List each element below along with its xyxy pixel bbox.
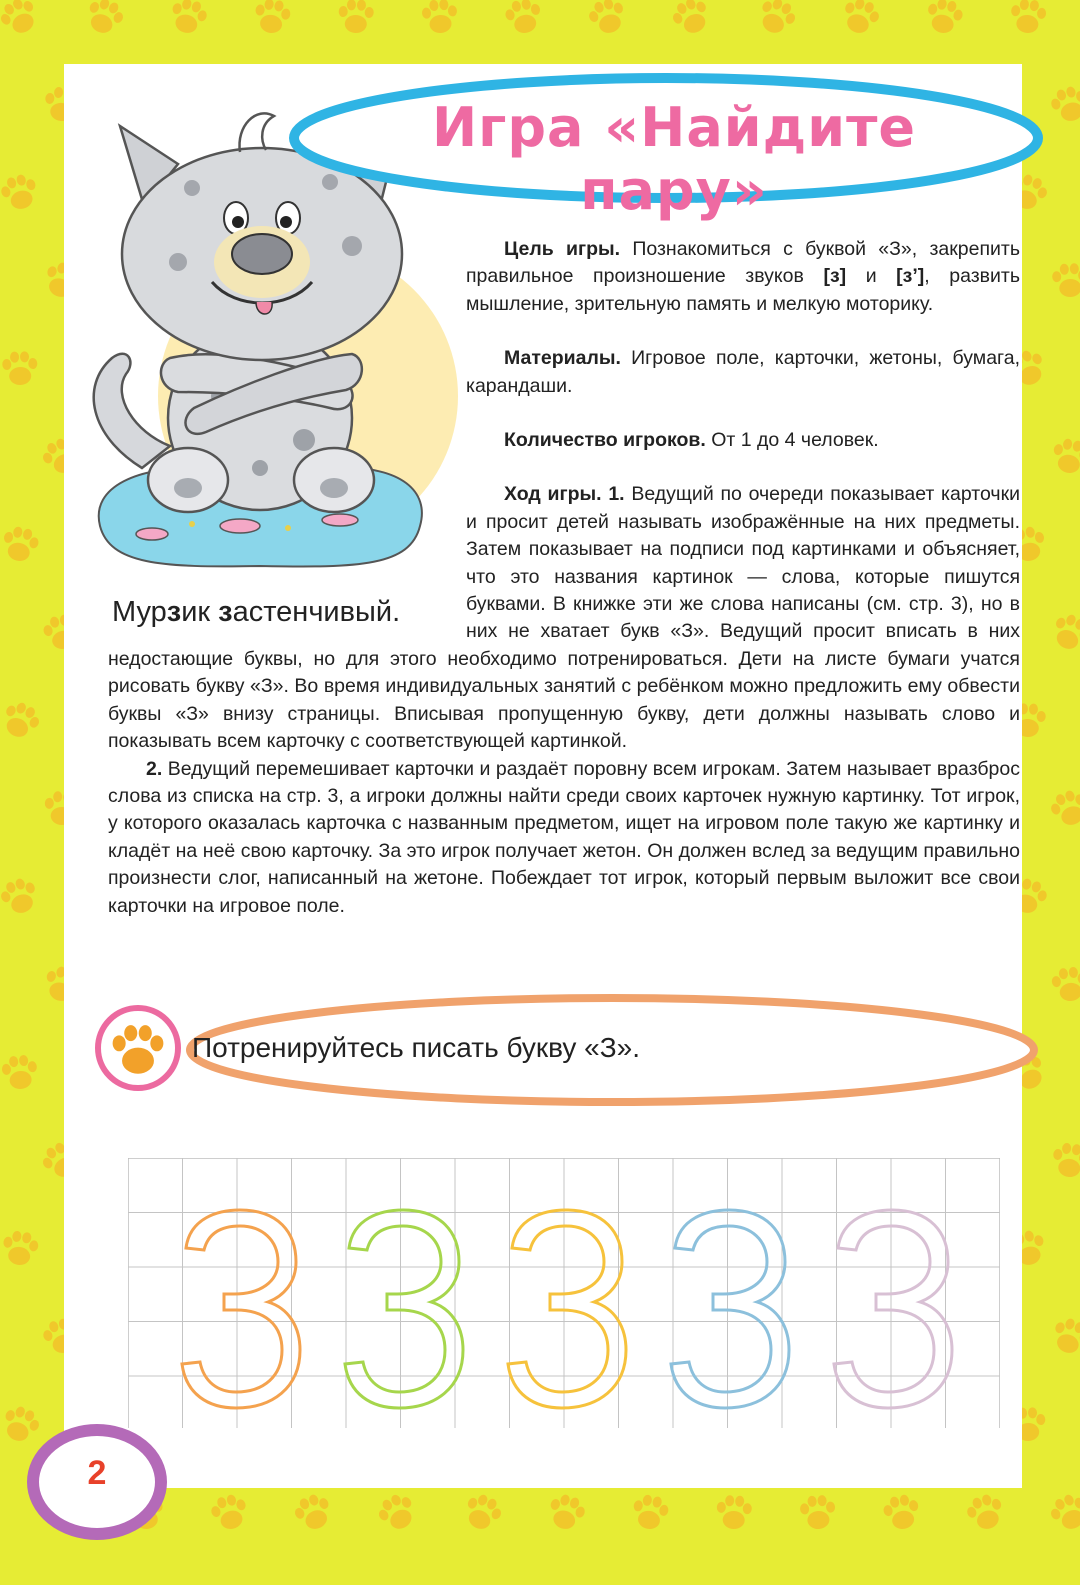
goal-paragraph: Цель игры. Познакомиться с буквой «З», закрепить правильное произношение звуков [з] и [з’], развить мышление, зрительную память и мелкую моторику.	[466, 238, 1020, 315]
cat-caption: Мурзик застенчивый.	[112, 596, 401, 628]
page-number-badge	[22, 1424, 172, 1546]
step2-paragraph: 2. Ведущий перемешивает карточки и раздаёт поровну всем игрокам. Затем называет вразброс слова из списка на стр. 3, а игроки должны найти среди своих карточек нужную картинку. Тот игрок, у которого оказалась карточка с названным предметом, ищет на игровом поле такую же картинку и кладёт на неё свою карточку. За это игрок получает жетон. Он должен вслед за ведущим правильно произнести слог, написанный на жетоне. Побеждает тот игрок, который первым выложит все свои карточки на игровое поле.	[108, 757, 1020, 917]
players-paragraph: Количество игроков. От 1 до 4 человек.	[504, 429, 879, 452]
materials-paragraph: Материалы. Игровое поле, карточки, жетоны, бумага, карандаши.	[466, 347, 1020, 397]
page-number: 2	[87, 1454, 107, 1492]
exercise-banner	[92, 990, 1042, 1110]
tracing-grid	[128, 1158, 1000, 1433]
exercise-instruction: Потренируйтесь писать букву «З».	[192, 1032, 640, 1063]
title-banner	[288, 72, 1044, 222]
page-title: Игра «Найдите пару»	[431, 96, 917, 222]
paw-icon	[98, 1008, 178, 1088]
course-paragraph: Ход игры. 1. Ведущий по очереди показывает карточки и просит детей называть изображённые на них предметы. Затем показывает на подписи под картинками и объясняет, что это названия картинок — слова, которые пишутся буквами. В книжке эти же слова написаны (см. стр. 3), но в них не хватает букв «З». Ведущий просит вписать в них недостающие буквы, но для этого необходимо потренироваться. Дети на листе бумаги учатся рисовать букву «З». Во время индивидуальных занятий с ребёнком можно предложить ему обвести буквы «З» внизу страницы. Вписывая пропущенную букву, дети должны называть слово и показывать всем карточку с соответствующей картинкой.	[108, 483, 1020, 753]
highlight-letter: з	[166, 596, 182, 628]
game-description	[108, 236, 1020, 920]
highlight-letter: з	[218, 596, 233, 628]
